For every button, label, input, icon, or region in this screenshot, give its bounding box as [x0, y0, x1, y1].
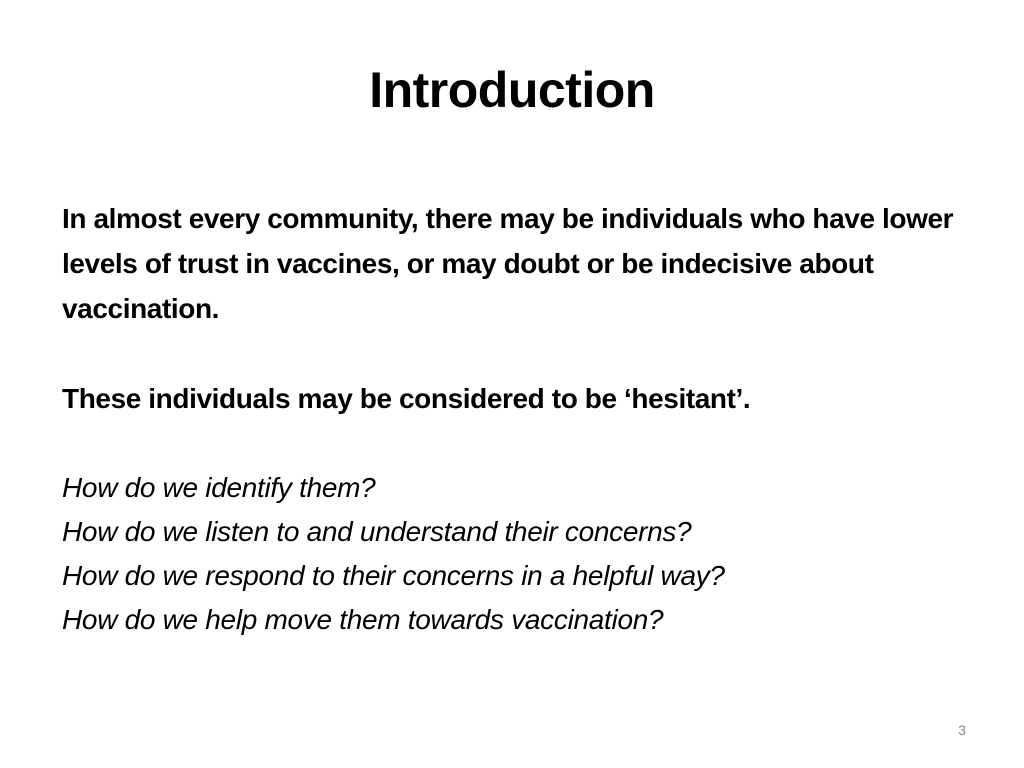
question-list	[62, 466, 972, 642]
slide-title: Introduction	[369, 62, 655, 118]
question-item: How do we listen to and understand their concerns?	[62, 516, 692, 547]
question-item: How do we identify them?	[62, 472, 376, 503]
question-item: How do we respond to their concerns in a helpful way?	[62, 560, 725, 591]
paragraph-spacer	[62, 331, 972, 376]
page-number: 3	[958, 722, 966, 738]
slide-body	[62, 196, 972, 642]
intro-paragraph: In almost every community, there may be individuals who have lower levels of trust in vaccines, or may doubt or be indecisive about vaccination.	[62, 203, 954, 324]
paragraph-spacer	[62, 421, 972, 466]
question-item: How do we help move them towards vaccination?	[62, 604, 664, 635]
hesitant-paragraph: These individuals may be considered to be ‘hesitant’.	[62, 383, 751, 414]
